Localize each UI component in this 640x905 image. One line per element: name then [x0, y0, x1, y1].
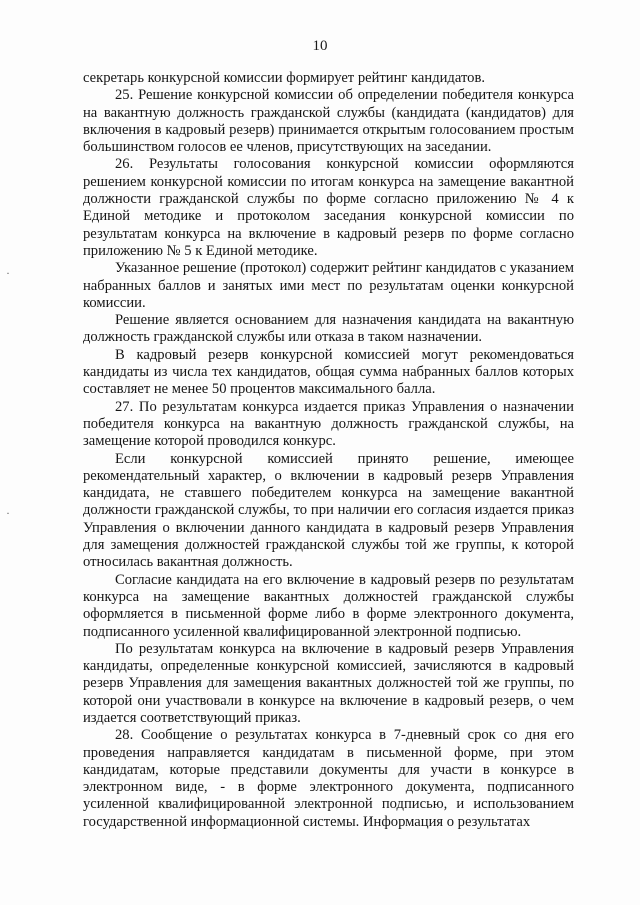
paragraph-continuation: секретарь конкурсной комиссии формирует рейтинг кандидатов. — [83, 70, 485, 86]
paragraph: Указанное решение (протокол) содержит рейтинг кандидатов с указанием набранных баллов и занятых ими мест по результатам оценки конкурсной комиссии. — [83, 260, 574, 311]
paragraph-item-26: 26. Результаты голосования конкурсной комиссии оформляются решением конкурсной комиссии по итогам конкурса на замещение вакантной должности гражданской службы по форме согласно приложению № 4 к Единой методике и протоколом заседания конкурсной комиссии по результатам конкурса на включение в кадровый резерв по форме согласно приложению № 5 к Единой методике. — [83, 156, 574, 259]
paragraph-item-28: 28. Сообщение о результатах конкурса в 7-дневный срок со дня его проведения направляется кандидатам в письменной форме, при этом кандидатам, которые представили документы для участи в конкурсе в электронном виде, - в форме электронного документа, подписанного усиленной квалифицированной электронной подписью, и использованием государственной информационной системы. Информация о результатах — [83, 727, 574, 830]
scan-speck: · — [6, 506, 10, 520]
paragraph-item-27: 27. По результатам конкурса издается приказ Управления о назначении победителя конкурса на вакантную должность гражданской службы, на замещение которой проводился конкурс. — [83, 398, 574, 450]
paragraph: В кадровый резерв конкурсной комиссией могут рекомендоваться кандидаты из числа тех кандидатов, общая сумма набранных баллов которых составляет не менее 50 процентов максимального балла. — [83, 346, 574, 398]
document-body — [83, 70, 574, 831]
paragraph: По результатам конкурса на включение в кадровый резерв Управления кандидаты, определенные конкурсной комиссией, зачисляются в кадровый резерв Управления для замещения вакантных должностей той же группы, по которой они участвовали в конкурсе на включение в кадровый резерв, о чем издается соответствующий приказ. — [83, 640, 574, 726]
paragraph: Согласие кандидата на его включение в кадровый резерв по результатам конкурса на замещение вакантных должностей гражданской службы оформляется в письменной форме либо в форме электронного документа, подписанного усиленной квалифицированной электронной подписью. — [83, 571, 574, 640]
paragraph: Решение является основанием для назначения кандидата на вакантную должность гражданской службы или отказа в таком назначении. — [83, 312, 574, 346]
paragraph: Если конкурсной комиссией принято решение, имеющее рекомендательный характер, о включении в кадровый резерв Управления кандидата, не ставшего победителем конкурса на замещение вакантной должности гражданской службы, то при наличии его согласия издается приказ Управления о включении данного кандидата в кадровый резерв Управления для замещения должностей гражданской службы той же группы, к которой относилась вакантная должность. — [83, 450, 574, 571]
scan-speck: · — [6, 266, 10, 280]
paragraph-item-25: 25. Решение конкурсной комиссии об определении победителя конкурса на вакантную должность гражданской службы (кандидата (кандидатов) для включения в кадровый резерв) принимается открытым голосованием простым большинством голосов ее членов, присутствующих на заседании. — [83, 87, 574, 156]
page-number: 10 — [312, 38, 328, 54]
